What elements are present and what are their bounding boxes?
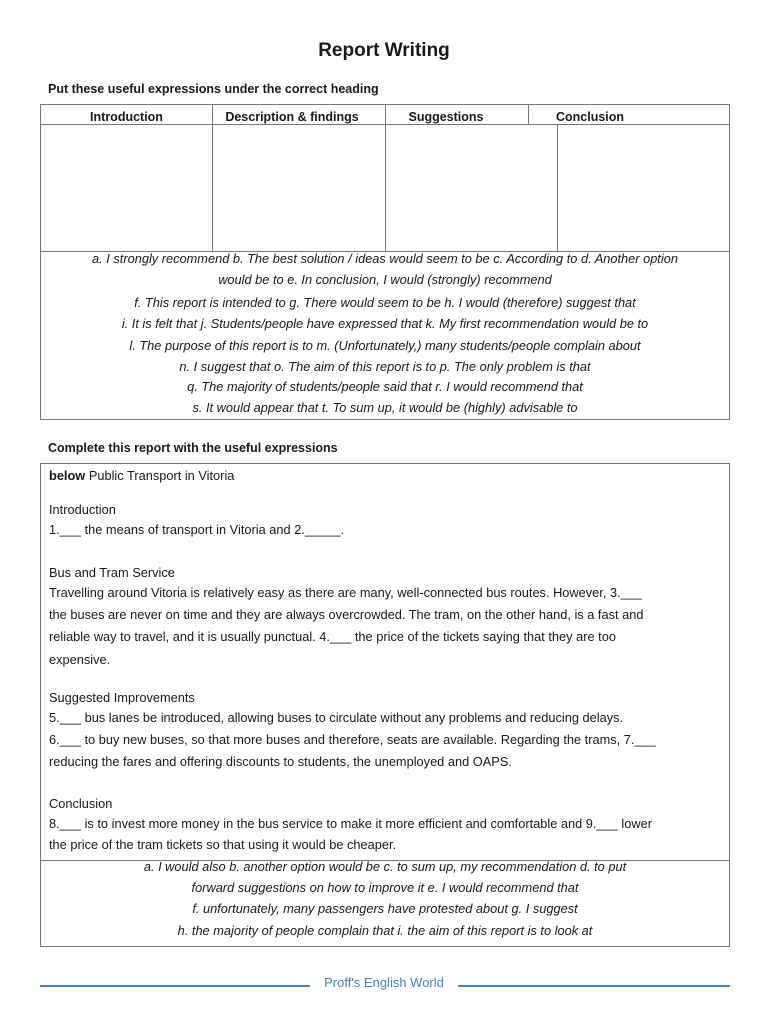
heading-conclusion: Conclusion [555, 110, 625, 124]
instruction-headings: Put these useful expressions under the correct heading [48, 82, 379, 96]
report-title-bold: below [49, 468, 86, 483]
report-line: 8.___ is to invest more money in the bus service to make it more efficient and comfortable and 9.___ lower [49, 816, 652, 831]
report-line: reducing the fares and offering discounts to students, the unemployed and OAPS. [49, 754, 512, 769]
heading-introduction: Introduction [90, 110, 163, 124]
footer-text: Proff's English World [324, 975, 444, 990]
expression-line: l. The purpose of this report is to m. (Unfortunately,) many students/people complain about [129, 338, 641, 353]
expression-line: forward suggestions on how to improve it e. I would recommend that [191, 880, 579, 895]
header-divider [41, 124, 729, 125]
section-heading: Suggested Improvements [49, 690, 195, 705]
column-divider [212, 105, 213, 251]
expression-line: h. the majority of people complain that i. the aim of this report is to look at [177, 923, 593, 938]
expression-line: a. I strongly recommend b. The best solution / ideas would seem to be c. According to d. Another option [92, 251, 678, 266]
column-divider [385, 105, 386, 251]
expressions-table [40, 104, 730, 420]
expression-line: f. This report is intended to g. There would seem to be h. I would (therefore) suggest that [134, 295, 636, 310]
report-line: reliable way to travel, and it is usually punctual. 4.___ the price of the tickets saying that they are too [49, 629, 616, 644]
instruction-report: Complete this report with the useful expressions [48, 441, 338, 455]
report-line: 5.___ bus lanes be introduced, allowing buses to circulate without any problems and reducing delays. [49, 710, 624, 725]
expression-line: i. It is felt that j. Students/people have expressed that k. My first recommendation would be to [121, 316, 649, 331]
report-line: 6.___ to buy new buses, so that more buses and therefore, seats are available. Regarding the trams, 7.___ [49, 732, 656, 747]
expression-line: a. I would also b. another option would be c. to sum up, my recommendation d. to put [143, 859, 627, 874]
heading-description: Description & findings [225, 110, 359, 124]
expression-line: would be to e. In conclusion, I would (strongly) recommend [218, 272, 552, 287]
section-heading: Conclusion [49, 796, 113, 811]
expression-line: f. unfortunately, many passengers have protested about g. I suggest [192, 901, 578, 916]
column-divider [528, 105, 529, 125]
report-line: the buses are never on time and they are always overcrowded. The tram, on the other hand, is a fast and [49, 607, 644, 622]
column-divider [557, 125, 558, 251]
report-line: the price of the tram tickets so that using it would be cheaper. [49, 837, 397, 852]
report-table [40, 463, 730, 947]
report-line: expensive. [49, 652, 111, 667]
report-line: Travelling around Vitoria is relatively easy as there are many, well-connected bus routes. However, 3.___ [49, 585, 642, 600]
expression-line: n. I suggest that o. The aim of this report is to p. The only problem is that [179, 359, 591, 374]
section-heading: Introduction [49, 502, 116, 517]
report-line: 1.___ the means of transport in Vitoria and 2._____. [49, 522, 345, 537]
heading-suggestions: Suggestions [408, 110, 484, 124]
expression-line: q. The majority of students/people said that r. I would recommend that [187, 379, 583, 394]
section-heading: Bus and Tram Service [49, 565, 175, 580]
page-title: Report Writing [318, 40, 450, 61]
expression-line: s. It would appear that t. To sum up, it would be (highly) advisable to [192, 400, 578, 415]
report-title-text: Public Transport in Vitoria [85, 468, 235, 483]
report-title [49, 468, 234, 483]
